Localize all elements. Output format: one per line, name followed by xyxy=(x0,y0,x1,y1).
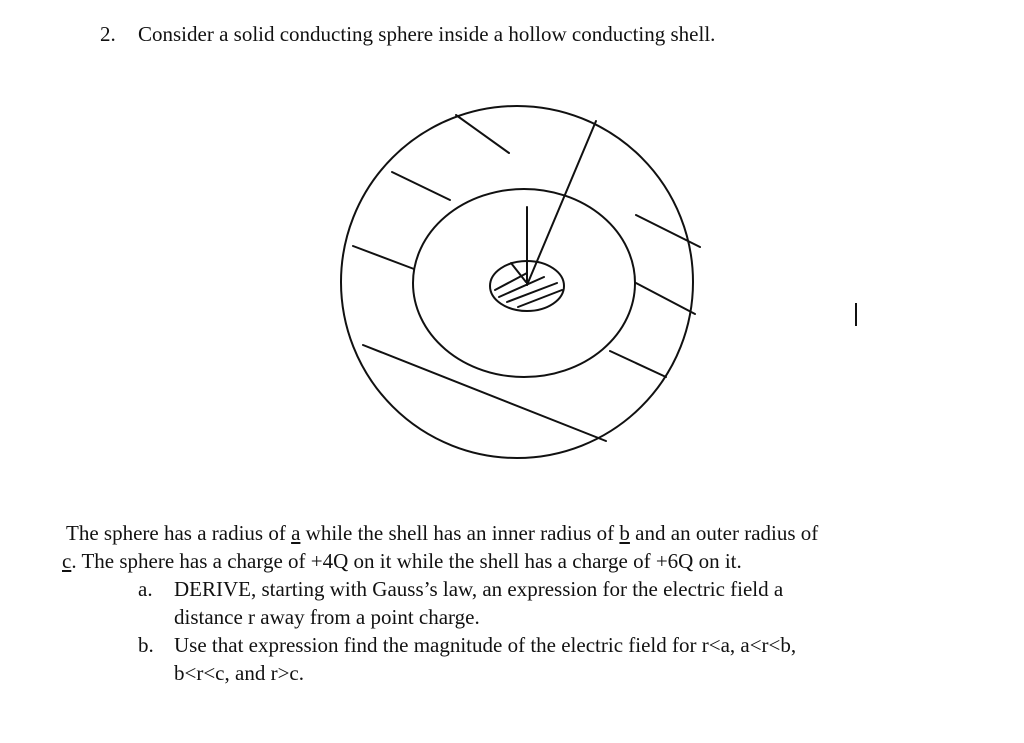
hatch-line xyxy=(636,215,700,247)
radius-c: c xyxy=(62,549,72,573)
radius-line-c xyxy=(527,121,596,285)
hatch-line xyxy=(363,345,606,441)
description-line-1: The sphere has a radius of a while the shell has an inner radius of b and an outer radius of xyxy=(66,521,819,545)
hatch-line xyxy=(456,115,509,153)
hatch-line xyxy=(610,351,666,377)
sphere-hatch xyxy=(518,290,562,307)
text-cursor xyxy=(855,303,857,326)
sub-question-label: a. xyxy=(138,577,153,601)
sphere-hatch xyxy=(511,263,526,282)
sphere-shell-diagram xyxy=(330,95,710,475)
question-title: Consider a solid conducting sphere inside a hollow conducting shell. xyxy=(138,22,716,46)
question-heading xyxy=(100,22,715,47)
sub-question-text: DERIVE, starting with Gauss’s law, an expression for the electric field a xyxy=(174,577,784,601)
sub-question-label: b. xyxy=(138,633,154,657)
shell-inner-surface xyxy=(413,189,635,377)
sub-question-b xyxy=(66,631,966,687)
hatch-line xyxy=(392,172,450,200)
sub-question-a xyxy=(66,575,966,631)
question-number: 2. xyxy=(100,22,116,46)
radius-a: a xyxy=(291,521,301,545)
hatch-line xyxy=(636,283,695,314)
problem-description xyxy=(62,519,966,687)
description-line-2: c. The sphere has a charge of +4Q on it while the shell has a charge of +6Q on it. xyxy=(62,549,742,573)
sphere-hatch xyxy=(507,283,557,302)
hatch-line xyxy=(353,246,414,269)
radius-b: b xyxy=(619,521,630,545)
sub-question-text: Use that expression find the magnitude of the electric field for r<a, a<r<b, xyxy=(174,633,797,657)
sub-question-text: distance r away from a point charge. xyxy=(174,605,480,629)
sphere-hatch xyxy=(499,277,544,297)
sub-question-text: b<r<c, and r>c. xyxy=(174,661,304,685)
